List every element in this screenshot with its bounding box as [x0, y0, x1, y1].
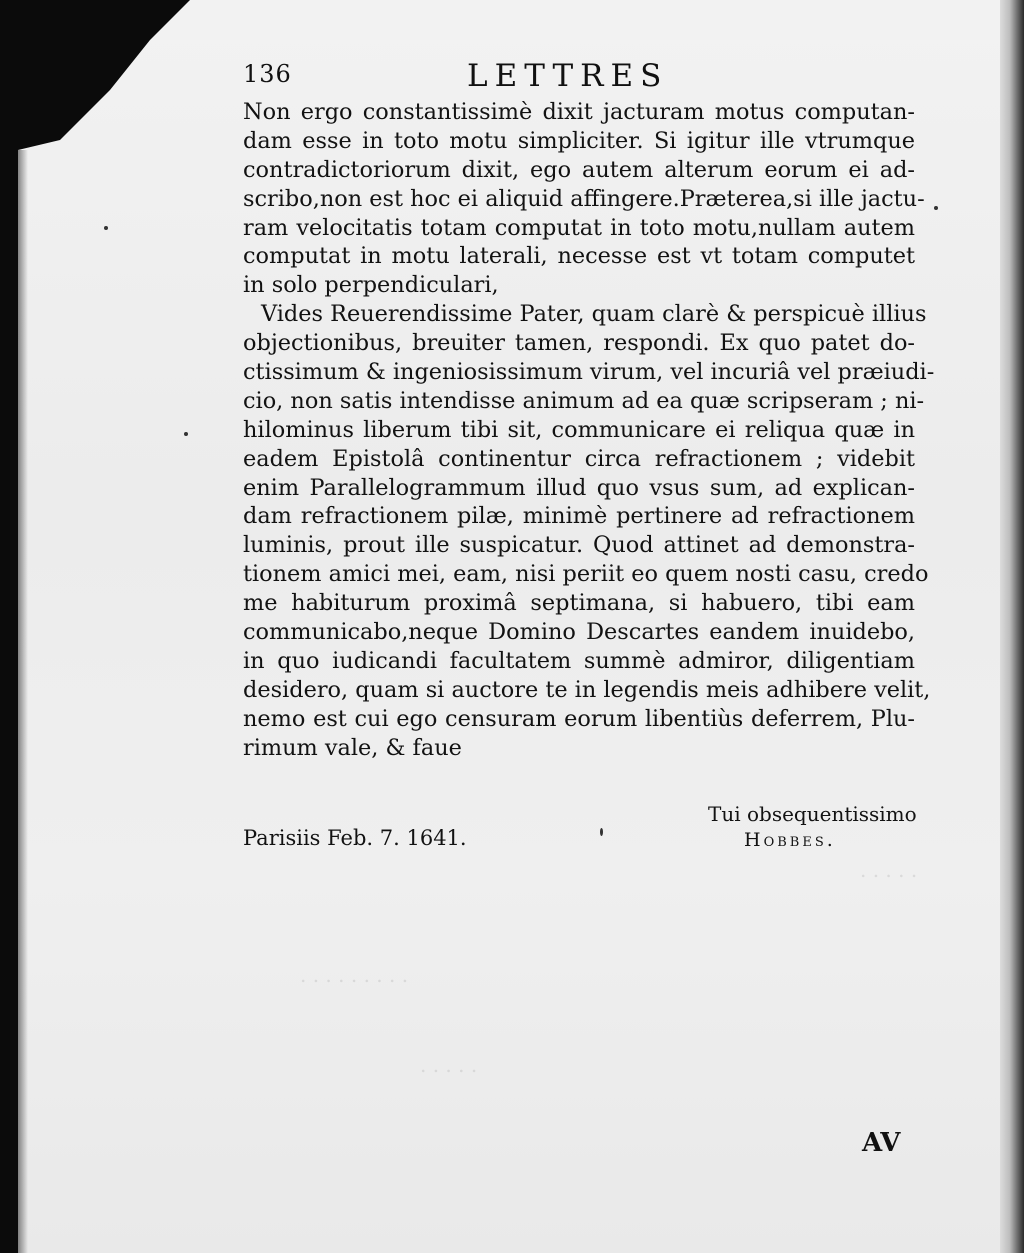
text-line: contradictoriorum dixit, ego autem alterum eorum ei ad-	[243, 156, 915, 183]
text-line: dam refractionem pilæ, minimè pertinere ad refractionem	[243, 503, 915, 530]
text-line: Vides Reuerendissime Pater, quam clarè & perspicuè illius	[261, 301, 927, 328]
print-speck	[184, 432, 188, 436]
text-line: objectionibus, breuiter tamen, respondi. Ex quo patet do-	[243, 330, 915, 357]
text-line: tionem amici mei, eam, nisi periit eo quem nosti casu, credo	[243, 561, 929, 588]
closing-salutation: Tui obsequentissimo	[708, 802, 917, 826]
text-line: eadem Epistolâ continentur circa refractionem ; videbit	[243, 445, 915, 472]
print-speck	[600, 828, 603, 836]
catchword: AV	[862, 1128, 901, 1158]
text-line: enim Parallelogrammum illud quo vsus sum, ad explican-	[243, 474, 915, 501]
place-and-date: Parisiis Feb. 7. 1641.	[243, 826, 467, 850]
page-number: 136	[243, 60, 292, 88]
show-through-texture: . . . . . . . . .	[300, 963, 409, 987]
text-line: desidero, quam si auctore te in legendis meis adhibere velit,	[243, 676, 931, 703]
text-line: computat in motu laterali, necesse est vt totam computet	[243, 243, 915, 270]
page-right-edge	[1000, 0, 1024, 1253]
text-line: communicabo,neque Domino Descartes eandem inuidebo,	[243, 619, 915, 646]
letter-body	[243, 98, 935, 762]
show-through-texture: . . . . .	[860, 858, 918, 882]
show-through-texture: . . . . .	[420, 1053, 478, 1077]
page-edge-shadow	[18, 150, 28, 1253]
text-line: in solo perpendiculari,	[243, 272, 499, 299]
running-title: LETTRES	[467, 58, 669, 94]
text-line: rimum vale, & faue	[243, 734, 462, 761]
text-line: scribo,non est hoc ei aliquid affingere.Præterea,si ille jactu-	[243, 185, 925, 212]
text-line: luminis, prout ille suspicatur. Quod attinet ad demonstra-	[243, 532, 915, 559]
text-line: ram velocitatis totam computat in toto motu,nullam autem	[243, 214, 915, 241]
text-line: in quo iudicandi facultatem summè admiror, diligentiam	[243, 647, 915, 674]
text-line: me habiturum proximâ septimana, si habuero, tibi eam	[243, 590, 915, 617]
print-speck	[104, 226, 108, 230]
text-line: cio, non satis intendisse animum ad ea quæ scripseram ; ni-	[243, 387, 925, 414]
text-line: nemo est cui ego censuram eorum libentiùs deferrem, Plu-	[243, 705, 915, 732]
text-line: ctissimum & ingeniosissimum virum, vel incuriâ vel præiudi-	[243, 359, 935, 386]
running-head	[243, 60, 913, 96]
signature: Hobbes.	[744, 829, 836, 851]
text-line: Non ergo constantissimè dixit jacturam motus computan-	[243, 99, 915, 125]
text-line: dam esse in toto motu simpliciter. Si igitur ille vtrumque	[243, 127, 915, 154]
text-line: hilominus liberum tibi sit, communicare ei reliqua quæ in	[243, 416, 915, 443]
print-speck	[934, 206, 938, 210]
